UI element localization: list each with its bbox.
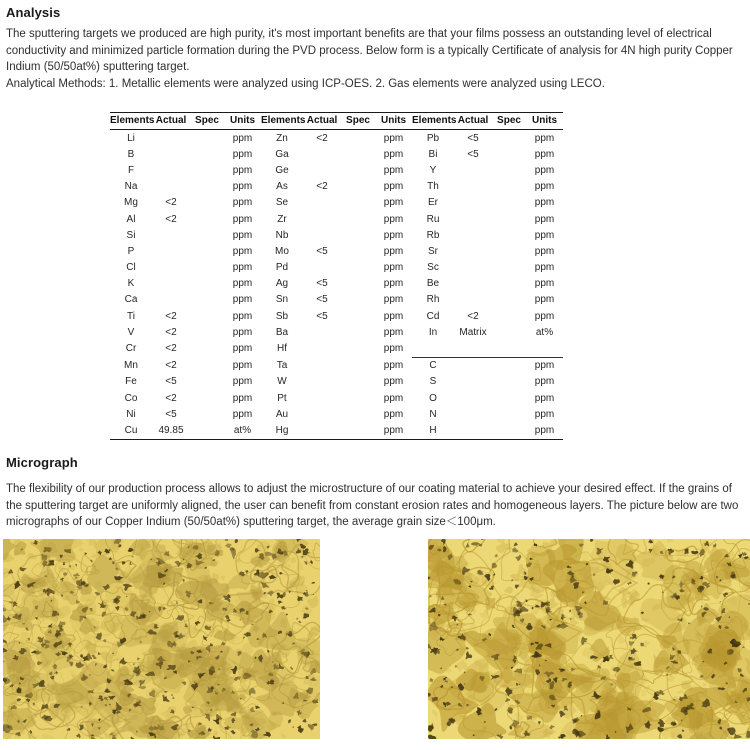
coa-cell — [454, 276, 492, 292]
coa-cell — [454, 406, 492, 422]
coa-column-header: Spec — [341, 113, 375, 130]
coa-cell: ppm — [383, 376, 404, 388]
coa-cell — [341, 340, 375, 357]
coa-cell — [341, 260, 375, 276]
coa-cell: <2 — [165, 343, 177, 355]
coa-cell: Co — [124, 392, 138, 404]
coa-cell — [341, 292, 375, 308]
coa-cell: ppm — [383, 229, 404, 241]
coa-cell: Rh — [426, 294, 440, 306]
coa-cell: ppm — [232, 164, 253, 176]
coa-cell — [152, 227, 190, 243]
coa-cell: <2 — [165, 213, 177, 225]
coa-cell — [190, 422, 224, 439]
coa-cell: ppm — [383, 359, 404, 371]
coa-cell: Pb — [426, 132, 440, 144]
coa-cell: Ni — [126, 408, 136, 420]
coa-column-header: Elements — [110, 113, 152, 130]
coa-cell: ppm — [534, 132, 555, 144]
table-row — [110, 374, 563, 390]
coa-cell: N — [429, 408, 437, 420]
analysis-intro-paragraph: The sputtering targets we produced are high purity, it's most important benefits are that your films possess an outstanding level of electrical conductivity and minimized particle formation during the PVD process. Below form is a typically Certificate of analysis for 4N high purity Copper Indium (50/50at%) sputtering target. — [6, 28, 733, 73]
table-row — [110, 179, 563, 195]
coa-cell — [190, 374, 224, 390]
coa-cell — [341, 195, 375, 211]
coa-cell: Sr — [428, 245, 438, 257]
coa-cell — [454, 243, 492, 259]
coa-cell — [492, 292, 526, 308]
coa-cell: ppm — [534, 310, 555, 322]
coa-cell — [190, 357, 224, 374]
micrograph-image-right — [428, 539, 750, 739]
coa-cell: V — [127, 326, 135, 338]
coa-cell — [341, 324, 375, 340]
coa-cell: Ba — [275, 326, 289, 338]
table-row — [110, 406, 563, 422]
coa-cell — [492, 146, 526, 162]
coa-cell — [454, 227, 492, 243]
coa-cell — [341, 406, 375, 422]
coa-column-header: Units — [375, 113, 412, 130]
coa-cell — [492, 162, 526, 178]
coa-cell — [454, 195, 492, 211]
coa-column-header: Actual — [454, 113, 492, 130]
table-row — [110, 292, 563, 308]
certificate-of-analysis-table — [110, 112, 563, 440]
coa-cell — [492, 422, 526, 439]
coa-cell: Ru — [426, 213, 440, 225]
coa-cell — [492, 374, 526, 390]
coa-cell: ppm — [534, 262, 555, 274]
coa-cell: Se — [275, 197, 289, 209]
coa-cell: ppm — [383, 310, 404, 322]
coa-cell: ppm — [232, 326, 253, 338]
coa-cell: ppm — [534, 408, 555, 420]
coa-cell: As — [276, 181, 288, 193]
coa-cell — [341, 357, 375, 374]
coa-cell — [454, 340, 492, 357]
coa-cell: Ge — [275, 164, 289, 176]
coa-cell: ppm — [232, 392, 253, 404]
coa-cell: ppm — [534, 197, 555, 209]
table-row — [110, 308, 563, 324]
coa-cell — [341, 211, 375, 227]
coa-cell: <2 — [467, 310, 479, 322]
coa-cell: ppm — [534, 294, 555, 306]
coa-cell — [152, 146, 190, 162]
coa-column-header: Actual — [152, 113, 190, 130]
coa-cell: Si — [126, 229, 136, 241]
coa-cell — [303, 211, 341, 227]
coa-cell — [190, 162, 224, 178]
coa-cell — [190, 243, 224, 259]
coa-cell: ppm — [232, 245, 253, 257]
coa-cell: ppm — [232, 278, 253, 290]
coa-cell: ppm — [232, 408, 253, 420]
coa-cell: <5 — [316, 310, 328, 322]
coa-cell: B — [127, 148, 135, 160]
coa-cell: ppm — [232, 229, 253, 241]
coa-cell — [454, 390, 492, 406]
coa-cell: Matrix — [459, 326, 487, 338]
coa-cell: Na — [124, 181, 138, 193]
coa-cell: ppm — [232, 310, 253, 322]
micrograph-image-left — [3, 539, 320, 739]
coa-cell: Zn — [276, 132, 288, 144]
coa-cell — [341, 179, 375, 195]
coa-cell: ppm — [383, 213, 404, 225]
coa-cell: <5 — [316, 278, 328, 290]
coa-cell: ppm — [534, 245, 555, 257]
coa-cell: <2 — [165, 310, 177, 322]
coa-cell — [190, 340, 224, 357]
coa-cell — [492, 179, 526, 195]
micrograph-left-canvas — [3, 539, 320, 739]
coa-cell — [492, 130, 526, 147]
coa-cell — [492, 324, 526, 340]
coa-cell: ppm — [232, 359, 253, 371]
coa-cell — [454, 422, 492, 439]
coa-cell: Be — [426, 278, 440, 290]
coa-cell — [152, 243, 190, 259]
coa-cell — [190, 390, 224, 406]
coa-cell — [492, 390, 526, 406]
coa-cell: ppm — [383, 294, 404, 306]
coa-cell — [152, 130, 190, 147]
coa-cell — [492, 227, 526, 243]
coa-cell — [341, 130, 375, 147]
coa-cell — [492, 243, 526, 259]
coa-cell — [492, 276, 526, 292]
table-row — [110, 227, 563, 243]
coa-cell: ppm — [534, 148, 555, 160]
coa-cell: ppm — [534, 181, 555, 193]
coa-cell: 49.85 — [152, 422, 190, 439]
coa-cell: at% — [535, 326, 554, 338]
coa-cell: <2 — [316, 181, 328, 193]
coa-cell: <5 — [165, 376, 177, 388]
coa-cell — [190, 179, 224, 195]
coa-cell: <2 — [165, 197, 177, 209]
coa-cell: Ti — [127, 310, 135, 322]
coa-cell — [492, 260, 526, 276]
coa-cell: ppm — [383, 392, 404, 404]
coa-cell: C — [412, 357, 454, 374]
coa-cell: ppm — [383, 326, 404, 338]
coa-cell: In — [428, 326, 438, 338]
coa-cell: H — [412, 422, 454, 439]
coa-column-header: Spec — [190, 113, 224, 130]
coa-cell — [341, 308, 375, 324]
coa-cell: <2 — [165, 359, 177, 371]
coa-cell: Cr — [125, 343, 137, 355]
coa-cell — [492, 406, 526, 422]
coa-cell: ppm — [232, 181, 253, 193]
coa-cell: Er — [428, 197, 438, 209]
coa-cell: ppm — [383, 262, 404, 274]
coa-cell — [454, 211, 492, 227]
coa-cell: Pt — [277, 392, 287, 404]
coa-cell: Hg — [261, 422, 303, 439]
coa-cell — [303, 357, 341, 374]
coa-cell: <2 — [165, 326, 177, 338]
coa-cell: ppm — [383, 164, 404, 176]
table-row — [110, 340, 563, 357]
coa-header-row — [110, 113, 563, 130]
coa-cell — [152, 179, 190, 195]
coa-cell — [492, 308, 526, 324]
coa-cell — [190, 406, 224, 422]
coa-cell — [303, 406, 341, 422]
coa-cell: ppm — [534, 213, 555, 225]
coa-cell — [303, 146, 341, 162]
coa-cell: Nb — [275, 229, 289, 241]
coa-cell: ppm — [232, 148, 253, 160]
coa-cell: ppm — [232, 262, 253, 274]
coa-cell — [190, 195, 224, 211]
coa-cell: ppm — [232, 343, 253, 355]
coa-cell: ppm — [375, 422, 412, 439]
coa-cell — [454, 260, 492, 276]
coa-cell: Ca — [124, 294, 138, 306]
coa-cell: <5 — [165, 408, 177, 420]
coa-column-header: Elements — [261, 113, 303, 130]
coa-cell — [341, 374, 375, 390]
table-row — [110, 211, 563, 227]
table-row — [110, 260, 563, 276]
coa-cell: Cd — [426, 310, 440, 322]
coa-cell: <2 — [316, 132, 328, 144]
coa-cell — [492, 340, 526, 357]
coa-cell — [454, 162, 492, 178]
table-row — [110, 162, 563, 178]
coa-cell: Hf — [277, 343, 287, 355]
coa-cell: Mo — [275, 245, 289, 257]
coa-cell: ppm — [383, 197, 404, 209]
table-row — [110, 243, 563, 259]
micrograph-right-canvas — [428, 539, 750, 739]
table-row — [110, 276, 563, 292]
coa-column-header: Units — [526, 113, 563, 130]
coa-cell: at% — [224, 422, 261, 439]
analysis-section-heading: Analysis — [6, 5, 61, 20]
coa-cell: Cl — [126, 262, 136, 274]
coa-cell: ppm — [534, 392, 555, 404]
coa-cell: S — [429, 376, 437, 388]
table-row — [110, 130, 563, 147]
coa-cell: ppm — [232, 213, 253, 225]
coa-cell — [492, 357, 526, 374]
coa-cell — [303, 324, 341, 340]
coa-column-header: Units — [224, 113, 261, 130]
coa-cell: Cu — [110, 422, 152, 439]
coa-cell: ppm — [232, 132, 253, 144]
coa-column-header: Spec — [492, 113, 526, 130]
coa-cell: Mn — [124, 359, 138, 371]
coa-cell: ppm — [383, 181, 404, 193]
coa-cell — [152, 162, 190, 178]
coa-cell: Sn — [275, 294, 289, 306]
coa-cell — [190, 292, 224, 308]
coa-cell: ppm — [534, 164, 555, 176]
coa-cell — [303, 340, 341, 357]
coa-cell — [454, 179, 492, 195]
table-row — [110, 422, 563, 439]
coa-cell — [303, 422, 341, 439]
coa-cell — [454, 292, 492, 308]
coa-cell — [303, 227, 341, 243]
coa-cell — [303, 374, 341, 390]
coa-cell: ppm — [534, 376, 555, 388]
coa-cell: ppm — [232, 294, 253, 306]
coa-cell — [341, 390, 375, 406]
coa-cell — [341, 162, 375, 178]
coa-column-header: Actual — [303, 113, 341, 130]
coa-cell: ppm — [383, 408, 404, 420]
coa-cell: F — [127, 164, 135, 176]
coa-cell: Sb — [275, 310, 289, 322]
coa-table-body — [110, 130, 563, 440]
coa-cell: <5 — [316, 294, 328, 306]
coa-cell — [152, 260, 190, 276]
coa-cell: Rb — [426, 229, 440, 241]
coa-cell — [454, 357, 492, 374]
coa-cell: ppm — [383, 343, 404, 355]
coa-cell — [190, 260, 224, 276]
table-row — [110, 146, 563, 162]
coa-cell: Al — [126, 213, 136, 225]
coa-cell: W — [277, 376, 287, 388]
table-row — [110, 195, 563, 211]
coa-cell: <2 — [165, 392, 177, 404]
coa-cell — [341, 243, 375, 259]
table-row — [110, 390, 563, 406]
coa-cell: <5 — [467, 132, 479, 144]
coa-cell — [152, 292, 190, 308]
coa-cell — [190, 130, 224, 147]
coa-cell: ppm — [383, 278, 404, 290]
coa-cell: <5 — [316, 245, 328, 257]
coa-cell: ppm — [383, 148, 404, 160]
coa-cell — [190, 324, 224, 340]
coa-cell: Sc — [427, 262, 439, 274]
coa-cell: ppm — [383, 132, 404, 144]
coa-cell — [454, 374, 492, 390]
coa-cell: <5 — [467, 148, 479, 160]
coa-table-container — [110, 112, 562, 440]
coa-cell: ppm — [232, 197, 253, 209]
coa-cell: ppm — [232, 376, 253, 388]
micrograph-section-heading: Micrograph — [6, 455, 78, 470]
coa-column-header: Elements — [412, 113, 454, 130]
coa-cell — [190, 211, 224, 227]
coa-cell: Au — [275, 408, 289, 420]
coa-cell: Ga — [275, 148, 289, 160]
coa-cell — [412, 340, 454, 357]
coa-cell: Li — [127, 132, 135, 144]
coa-cell — [526, 340, 563, 357]
micrograph-intro-paragraph: The flexibility of our production process allows to adjust the microstructure of our coating material to achieve your desired effect. If the grains of the sputtering target are uniformly aligned, the user can benefit from constant erosion rates and homogeneous layers. The picture below are two micrographs of our Copper Indium (50/50at%) sputtering target, the average grain size＜100μm. — [6, 483, 739, 528]
coa-cell — [303, 260, 341, 276]
coa-table-header — [110, 113, 563, 130]
coa-cell: O — [429, 392, 437, 404]
coa-cell: ppm — [534, 229, 555, 241]
coa-cell: Th — [427, 181, 439, 193]
coa-cell: ppm — [526, 422, 563, 439]
coa-cell — [303, 390, 341, 406]
coa-cell — [341, 276, 375, 292]
coa-cell: Fe — [125, 376, 137, 388]
coa-cell: Pd — [275, 262, 289, 274]
table-row — [110, 357, 563, 374]
coa-cell: K — [127, 278, 135, 290]
coa-cell — [492, 211, 526, 227]
coa-cell: Zr — [277, 213, 287, 225]
coa-cell: ppm — [526, 357, 563, 374]
coa-cell — [303, 162, 341, 178]
coa-cell: ppm — [383, 245, 404, 257]
coa-cell — [492, 195, 526, 211]
coa-cell: Ta — [276, 359, 288, 371]
coa-cell — [190, 308, 224, 324]
coa-cell — [341, 422, 375, 439]
analysis-methods-paragraph: Analytical Methods: 1. Metallic elements were analyzed using ICP-OES. 2. Gas elements were analyzed using LECO. — [6, 78, 605, 90]
table-row — [110, 324, 563, 340]
coa-cell: Bi — [428, 148, 438, 160]
coa-cell: Y — [429, 164, 437, 176]
coa-cell: Mg — [124, 197, 138, 209]
coa-cell — [341, 146, 375, 162]
coa-cell — [190, 227, 224, 243]
coa-cell — [303, 195, 341, 211]
coa-cell — [152, 276, 190, 292]
coa-cell — [190, 276, 224, 292]
coa-cell: P — [127, 245, 135, 257]
coa-cell — [190, 146, 224, 162]
coa-cell — [341, 227, 375, 243]
coa-cell: Ag — [275, 278, 289, 290]
coa-cell: ppm — [534, 278, 555, 290]
